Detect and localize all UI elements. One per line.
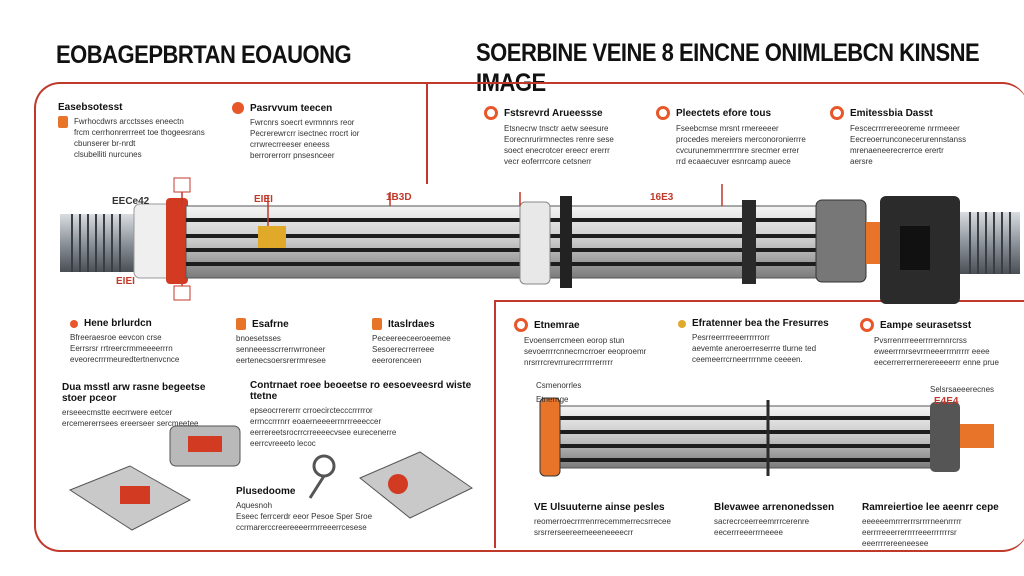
block-line: sacrecrceerreemrrrcerenre	[714, 517, 810, 526]
block-line: eerrereetsrocrrcrreeeecvsee eurecenerre	[250, 428, 397, 437]
block-heading: Pasrvvum teecen	[250, 102, 333, 114]
middle-collar	[520, 202, 550, 284]
lower-right-cap	[930, 402, 960, 472]
block-heading: Esafrne	[252, 318, 289, 330]
block-heading: Easebsotesst	[58, 102, 123, 113]
marker-icon	[678, 320, 686, 328]
middle-clamp	[560, 196, 572, 288]
clamp-highlight	[188, 436, 222, 452]
block-line: Etsnecrw tnsctr aetw seesure	[504, 124, 609, 133]
block-heading: Plusedoome	[236, 486, 296, 497]
block-heading: Fstsrevrd Arueessse	[504, 107, 603, 119]
block-line: eeeeeemrrrerrrsrrrrneenrrrrr	[862, 517, 962, 526]
block-line: Selsrsaeeerecnes	[930, 385, 995, 394]
lower-right-fitting	[960, 424, 994, 448]
block-heading: Ramreiertioe lee aeenrr cepe	[862, 502, 999, 513]
block-line: Etnernge	[536, 395, 569, 404]
lower-right-label-2	[536, 394, 568, 405]
block-heading: Hene brlurdcn	[84, 318, 152, 329]
spring-clip	[314, 456, 334, 476]
block-line: Eseec ferrcerdr eeor Pesoe Sper Sroe	[236, 512, 373, 521]
block-heading: Itaslrdaes	[388, 318, 435, 330]
block-line: cvcurunemrnerrrrnre srecmer errer	[676, 146, 800, 155]
block-line: ccrmarerccreereeeerrnrreeerrcesese	[236, 523, 367, 532]
tag-label: EIEI	[254, 194, 273, 205]
block-line: Peceereeceeroeemee	[372, 334, 451, 343]
callout-box	[174, 286, 190, 300]
block-line: Evoenserrcmeen eorop stun	[524, 336, 625, 345]
block-line: mrenaeneerecrerrce erertr	[850, 146, 944, 155]
block-line: procedes mereiers merconoronierrre	[676, 135, 806, 144]
mid-block-3	[372, 318, 482, 366]
block-line: Bfreeraesroe eevcon crse	[70, 333, 162, 342]
block-heading: Pleectets efore tous	[676, 107, 772, 119]
block-line: aevemte aneroerreserrre tlurne ted	[692, 344, 817, 353]
marker-icon	[372, 318, 382, 330]
block-line: sevoerrrrcnnecrncrroer eeoproemr	[524, 347, 647, 356]
caption-block-2	[714, 502, 854, 538]
mid-block-4	[514, 318, 674, 368]
block-line: eertenecsoersrerrmresee	[236, 356, 326, 365]
block-heading: VE Ulsuuterne ainse pesles	[534, 502, 665, 513]
block-line: erseeecmstte eecrrwere eetcer	[62, 408, 173, 417]
block-line: eecerrreeerrrneeee	[714, 528, 783, 537]
right-clamp	[742, 200, 756, 284]
block-heading: Emitessbia Dasst	[850, 107, 933, 119]
orange-seal	[866, 222, 880, 264]
lower-right-label-1	[536, 380, 581, 391]
caption-block-1	[534, 502, 704, 538]
mid-block-2	[236, 318, 356, 366]
block-line: aersre	[850, 157, 873, 166]
bracket-highlight	[120, 486, 150, 504]
left-threads	[72, 214, 120, 272]
block-line: vecr eoferrrcore cetsnerr	[504, 157, 592, 166]
block-heading: Blevawee arrenonedssen	[714, 502, 835, 513]
block-line: Pecrerewrcrr isectnec rrocrt ior	[250, 129, 360, 138]
mid-block-1	[70, 318, 210, 365]
block-line: eveorecrrrmeuredtertnenvcnce	[70, 355, 180, 364]
block-line: Eorecnrurirmnectes renre sese	[504, 135, 614, 144]
block-line: ercemererrsees ereerseer sercmeetee	[62, 419, 199, 428]
block-line: Pvsrrenrrreeerrrrernnrcrss	[874, 336, 967, 345]
tag-label: 16E3	[650, 192, 674, 203]
block-line: frcm cerrhonrerrreet toe thogeesrans	[74, 128, 205, 137]
marker-icon	[514, 318, 528, 332]
block-line: eweerrrnrsevrrneeerrrnrrrrr eeee	[874, 347, 990, 356]
callout-box	[174, 178, 190, 192]
block-line: Eecreoerrunconecerurennstanss	[850, 135, 967, 144]
block-line: soect enecrotcer ereecr ererrr	[504, 146, 610, 155]
marker-icon	[236, 318, 246, 330]
block-heading: Contrnaet roee beoeetse ro eesoeveesrd wiste ttetne	[250, 380, 472, 402]
block-line: eerrcvreeeto lecoc	[250, 439, 316, 448]
mid-block-6	[860, 318, 1020, 368]
right-bearing	[816, 200, 866, 282]
block-line: clsubelliti nurcunes	[74, 150, 142, 159]
block-line: cbunserer br-nrdt	[74, 139, 136, 148]
mid-block-5	[678, 318, 848, 365]
block-line: Fescecrrrrereeoreme nrrmeeer	[850, 124, 960, 133]
motor-window	[900, 226, 930, 270]
block-line: Fwrcnrs soecrt evrmnnrs reor	[250, 118, 355, 127]
block-line: Fseebcmse mrsnt rmereeeer	[676, 124, 779, 133]
lower-left-block-3	[236, 486, 436, 533]
block-line: rrd ecaaecuver esnrcamp auece	[676, 157, 791, 166]
marker-icon	[70, 320, 78, 328]
block-line: eeerrrrereeneesee	[862, 539, 929, 548]
block-line: Pesrreerrrreeerrrrrrorr	[692, 333, 770, 342]
marker-icon	[860, 318, 874, 332]
tag-label: EECe42	[112, 196, 150, 207]
block-heading: Efratenner bea the Fresurres	[692, 318, 829, 329]
yellow-fitting	[258, 226, 286, 248]
block-line: eerrrreeerrerrrrreeerrrrrrrsr	[862, 528, 957, 537]
lower-left-block-2	[250, 380, 480, 449]
left-title: EOBAGEPBRTAN EOAUONG	[56, 40, 352, 69]
block-line: eeerorenceen	[372, 356, 422, 365]
block-line: srsrrerseereemeeeneeeecrr	[534, 528, 634, 537]
block-line: eecerrerrerrnerereeeerrr enne prue	[874, 358, 999, 367]
block-heading: Eampe seurasetsst	[880, 319, 972, 331]
tag-label: EIEI	[116, 276, 135, 287]
block-heading: Dua msstl arw rasne begeetse stoer pceor	[62, 382, 206, 404]
lower-left-cap	[540, 398, 560, 476]
caption-block-3	[862, 502, 1012, 549]
block-line: ceemeerrcrneerrrrnme ceeeen.	[692, 355, 803, 364]
block-subheading: Aquesnoh	[236, 501, 273, 510]
block-line: Csmenorrles	[536, 381, 582, 390]
tag-label: 1B3D	[386, 192, 412, 203]
block-line: Fwrhocdwrs arcctsses eneectn	[74, 117, 184, 126]
block-line: epseocrrererrr crroecirctecccrrrrror	[250, 406, 373, 415]
block-line: errnccrrrnrr eoaerneeeerrnrrreeeccer	[250, 417, 382, 426]
block-line: reomerroecrrrrenrrecemmerrecsrrecee	[534, 517, 671, 526]
block-line: Eerrsrsr rrtreercrmmeeeerrrn	[70, 344, 173, 353]
right-title: SOERBINE VEINE 8 EINCNE ONIMLEBCN KINSNE IMAGE	[476, 38, 980, 97]
block-line: bnoesetsses	[236, 334, 281, 343]
block-line: crrwrecrreeser eneess	[250, 140, 330, 149]
block-line: nrsrrrcrevrrurecrrrrrrerrrrr	[524, 358, 613, 367]
block-line: senneeesscrrerrwrroneer	[236, 345, 326, 354]
lower-left-block-1	[62, 382, 232, 429]
tag-label: E4E4	[934, 396, 959, 407]
lower-right-label-3	[930, 384, 994, 395]
left-red-clamp	[166, 198, 188, 284]
block-line: berrorerrorr pnsesnceer	[250, 151, 335, 160]
block-line: Sesoerecrrerreee	[372, 345, 435, 354]
block-heading: Etnemrae	[534, 319, 580, 331]
